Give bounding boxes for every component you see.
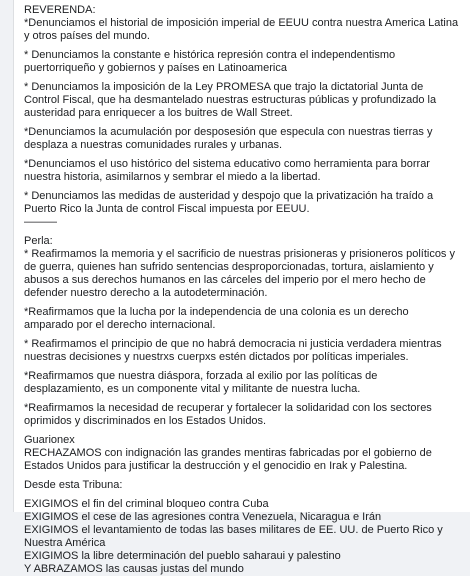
guarionex-text: RECHAZAMOS con indignación las grandes mentiras fabricadas por el gobierno de Estados Unidos para justificar la destrucción y el genocidio en Irak y Palestina. (24, 447, 432, 472)
tribuna-heading: Desde esta Tribuna: (24, 479, 123, 491)
tribuna-item: EXIGIMOS la libre determinación del pueblo saharaui y palestino (24, 550, 341, 562)
reverenda-item: * Denunciamos las medidas de austeridad y despojo que la privatización ha traído a Puerto Rico la Junta de control Fiscal impuesta por EEUU. (24, 190, 434, 215)
tribuna-item: EXIGIMOS el cese de las agresiones contra Venezuela, Nicaragua e Irán (24, 511, 382, 523)
reverenda-item: * Denunciamos la constante e histórica represión contra el independentismo puertorriqueño y gobiernos y países en Latinoamerica (24, 49, 396, 74)
separator-line: ——— (24, 216, 57, 228)
tribuna-item: EXIGIMOS el levantamiento de todas las bases militares de EE. UU. de Puerto Rico y Nuestra América (24, 524, 443, 549)
perla-item: * Reafirmamos la memoria y el sacrificio de nuestras prisioneras y prisioneros políticos y de guerra, quienes han sufrido sentencias desproporcionadas, tortura, aislamiento y abusos a sus derechos humanos en las cárceles del imperio por el mero hecho de defender nuestro derecho a la autodeterminación. (24, 248, 455, 299)
reverenda-item: *Denunciamos el historial de imposición imperial de EEUU contra nuestra America Latina y otros países del mundo. (24, 17, 459, 42)
perla-item: *Reafirmamos que nuestra diáspora, forzada al exilio por las políticas de desplazamiento, es un componente vital y militante de nuestra lucha. (24, 370, 378, 395)
perla-item: *Reafirmamos la necesidad de recuperar y fortalecer la solidaridad con los sectores oprimidos y discriminados en los Estados Unidos. (24, 402, 432, 427)
reverenda-item: * Denunciamos la imposición de la Ley PROMESA que trajo la dictatorial Junta de Control Fiscal, que ha desmantelado nuestras estructuras públicas y profundizado la austeridad para enriquecer a los buitres de Wall Street. (24, 81, 437, 119)
reverenda-item: *Denunciamos la acumulación por desposesión que especula con nuestras tierras y desplaza a nuestras comunidades rurales y urbanas. (24, 126, 433, 151)
reverenda-heading: REVERENDA: (24, 4, 96, 16)
tribuna-item: Y ABRAZAMOS las causas justas del mundo (24, 563, 244, 575)
post-body (14, 0, 470, 576)
tribuna-item: EXIGIMOS el fin del criminal bloqueo contra Cuba (24, 498, 269, 510)
perla-item: *Reafirmamos que la lucha por la independencia de una colonia es un derecho amparado por el derecho internacional. (24, 306, 409, 331)
reverenda-item: *Denunciamos el uso histórico del sistema educativo como herramienta para borrar nuestra historia, asimilarnos y sembrar el miedo a la libertad. (24, 158, 430, 183)
perla-heading: Perla: (24, 235, 53, 247)
guarionex-heading: Guarionex (24, 434, 75, 446)
perla-item: * Reafirmamos el principio de que no habrá democracia ni justicia verdadera mientras nuestras decisiones y nuestrxs cuerpxs estén dictados por políticas imperiales. (24, 338, 442, 363)
post-card (13, 0, 470, 575)
